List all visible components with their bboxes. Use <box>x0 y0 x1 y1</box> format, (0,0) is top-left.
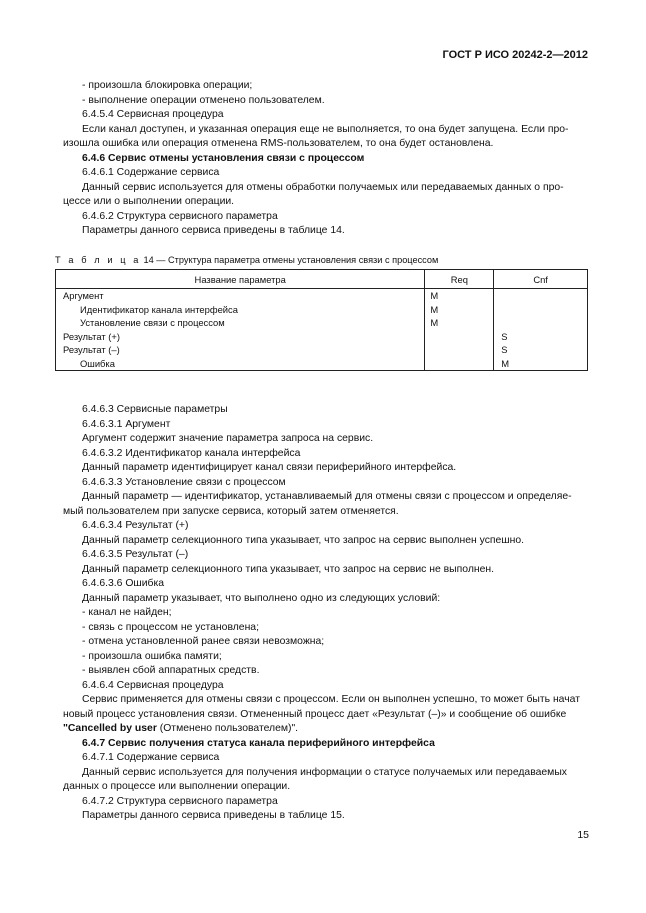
paragraph-line <box>63 722 298 736</box>
paragraph-line: Аргумент содержит значение параметра запроса на сервис. <box>82 433 374 444</box>
list-item: - выявлен сбой аппаратных средств. <box>82 665 260 676</box>
paragraph-line: мый пользователем при запуске сервиса, который затем отменяется. <box>63 506 399 517</box>
paragraph-line: цессе или о выполнении операции. <box>63 196 235 207</box>
table-cell: Ошибка <box>80 357 115 369</box>
subsection-heading: 6.4.6.3.6 Ошибка <box>82 578 165 589</box>
paragraph-line: изошла ошибка или операция отменена RMS-пользователем, то она будет остановлена. <box>63 138 494 149</box>
paragraph-line: Параметры данного сервиса приведены в таблице 15. <box>82 810 345 821</box>
subsection-heading: 6.4.7.1 Содержание сервиса <box>82 752 220 763</box>
paragraph-line: данных о процессе или выполнении операции. <box>63 781 291 792</box>
subsection-heading: 6.4.7.2 Структура сервисного параметра <box>82 796 278 807</box>
table-cell: Установление связи с процессом <box>80 317 225 328</box>
table-cell: M <box>430 317 439 328</box>
table-cell: Результат (+) <box>63 330 120 342</box>
subsection-heading: 6.4.6.3.4 Результат (+) <box>82 520 189 531</box>
table-cell <box>494 289 587 303</box>
page-number: 15 <box>577 829 589 841</box>
list-item: - произошла блокировка операции; <box>82 80 253 91</box>
table-cell: S <box>501 344 508 355</box>
name-column <box>56 289 425 371</box>
req-column <box>425 289 494 371</box>
subsection-heading: 6.4.6.1 Содержание сервиса <box>82 167 220 178</box>
list-item: - выполнение операции отменено пользователем. <box>82 95 325 106</box>
subsection-heading: 6.4.6.3 Сервисные параметры <box>82 404 228 415</box>
paragraph-line: Сервис применяется для отмены связи с процессом. Если он выполнен успешно, то может быть начат <box>82 694 580 705</box>
table-cell: Результат (–) <box>63 344 120 355</box>
table-cell <box>425 357 493 371</box>
paragraph-line: новый процесс установления связи. Отмененный процесс дает «Результат (–)» и сообщение об ошибке <box>63 709 567 720</box>
paragraph-line: Данный параметр — идентификатор, устанавливаемый для отмены связи с процессом и определяе- <box>82 491 572 502</box>
section-heading: 6.4.6 Сервис отмены установления связи с процессом <box>82 153 365 164</box>
table-caption <box>55 255 438 265</box>
cnf-column <box>494 289 588 371</box>
list-item: - произошла ошибка памяти; <box>82 651 222 662</box>
subsection-heading: 6.4.6.3.2 Идентификатор канала интерфейса <box>82 448 301 459</box>
table-cell: M <box>430 303 439 315</box>
table-cell: Идентификатор канала интерфейса <box>80 303 238 315</box>
subsection-heading: 6.4.6.3.1 Аргумент <box>82 419 171 430</box>
paragraph-line: Данный параметр селекционного типа указывает, что запрос на сервис выполнен успешно. <box>82 535 525 546</box>
table-cell <box>425 343 493 357</box>
list-item: - канал не найден; <box>82 607 172 618</box>
paragraph-line: Данный сервис используется для отмены обработки получаемых или передаваемых данных о про- <box>82 182 564 193</box>
column-header-name: Название параметра <box>56 270 425 289</box>
subsection-heading: 6.4.6.2 Структура сервисного параметра <box>82 211 278 222</box>
table-header-row <box>56 270 588 289</box>
table-caption-prefix: Т а б л и ц а <box>55 255 141 265</box>
table-cell <box>494 316 587 330</box>
paragraph-line: Данный сервис используется для получения информации о статусе получаемых или передаваемых <box>82 767 567 778</box>
table-cell: M <box>501 357 510 369</box>
paragraph-line: Параметры данного сервиса приведены в таблице 14. <box>82 225 345 236</box>
table-cell: M <box>430 290 439 301</box>
subsection-heading: 6.4.6.4 Сервисная процедура <box>82 680 224 691</box>
table-cell <box>425 330 493 344</box>
column-header-req: Req <box>425 270 494 289</box>
subsection-heading: 6.4.6.3.5 Результат (–) <box>82 549 189 560</box>
table-cell: S <box>501 330 508 342</box>
error-message-code: "Cancelled by user <box>63 723 157 734</box>
table-body-row <box>56 289 588 371</box>
paragraph-line: Данный параметр идентифицирует канал связи периферийного интерфейса. <box>82 462 457 473</box>
paragraph-line: Данный параметр указывает, что выполнено одно из следующих условий: <box>82 593 441 604</box>
table-cell <box>494 303 587 317</box>
subsection-heading: 6.4.6.3.3 Установление связи с процессом <box>82 477 286 488</box>
table-cell: Аргумент <box>63 290 104 301</box>
paragraph-line: Если канал доступен, и указанная операция еще не выполняется, то она будет запущена. Если про- <box>82 124 569 135</box>
column-header-cnf: Cnf <box>494 270 588 289</box>
subsection-heading: 6.4.5.4 Сервисная процедура <box>82 109 224 120</box>
paragraph-line: Данный параметр селекционного типа указывает, что запрос на сервис не выполнен. <box>82 564 495 575</box>
document-header: ГОСТ Р ИСО 20242-2—2012 <box>442 49 588 61</box>
table-caption-text: 14 — Структура параметра отмены установления связи с процессом <box>143 255 439 265</box>
section-heading: 6.4.7 Сервис получения статуса канала периферийного интерфейса <box>82 738 435 749</box>
list-item: - отмена установленной ранее связи невозможна; <box>82 636 325 647</box>
error-message-translation: (Отменено пользователем)". <box>156 723 299 734</box>
parameter-table <box>55 269 588 371</box>
list-item: - связь с процессом не установлена; <box>82 622 259 633</box>
